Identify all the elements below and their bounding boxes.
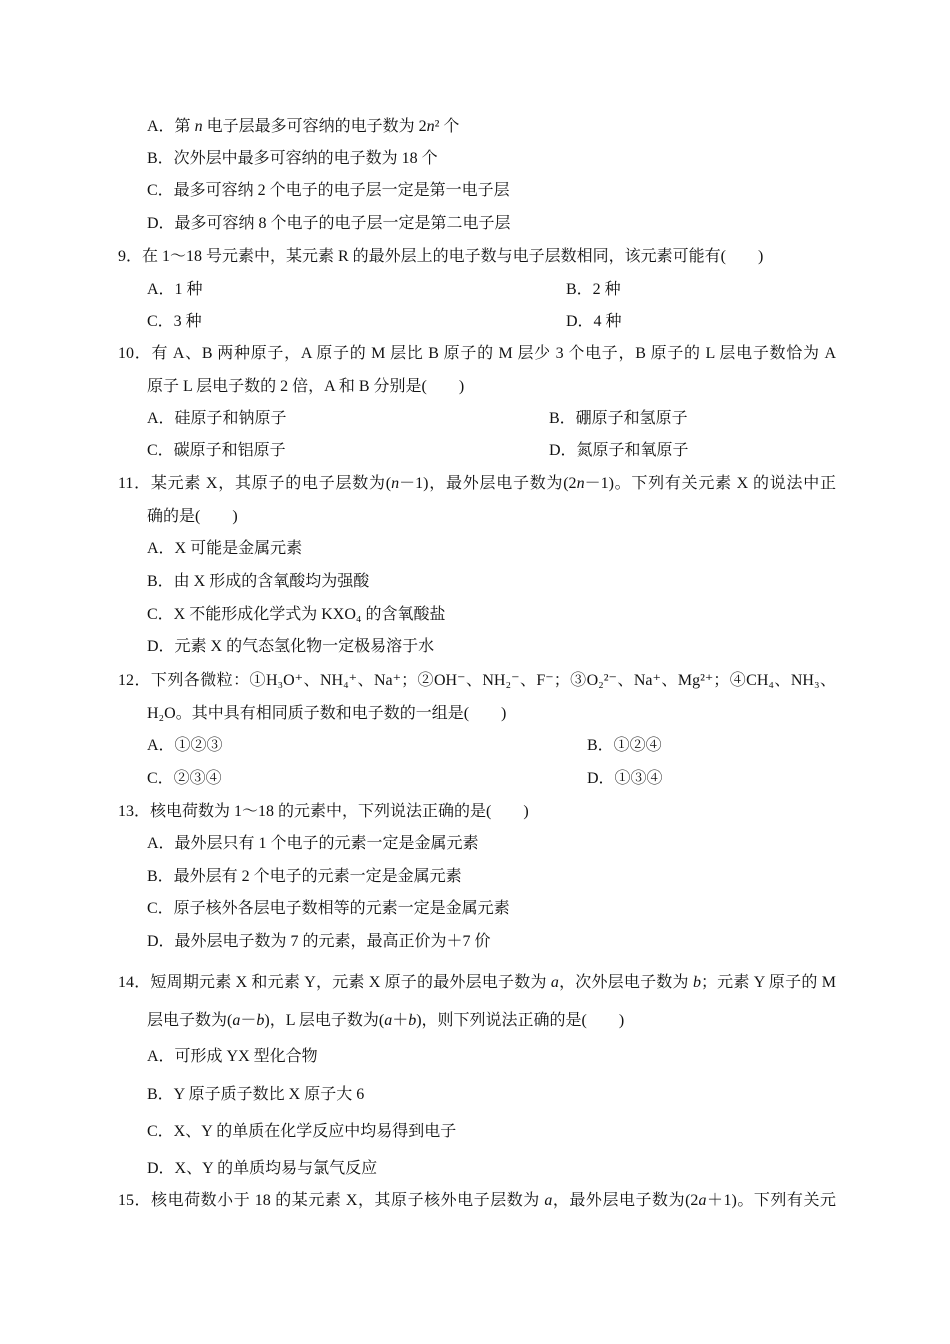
q14-option-b: B．Y 原子质子数比 X 原子大 6 [147,1086,365,1103]
variable-n: n [576,475,585,492]
variable-n: n [391,475,400,492]
variable-b: b [408,1012,417,1029]
q11-option-b: B．由 X 形成的含氧酸均为强酸 [147,573,370,590]
text-segment: －1)。下列有关元素 X 的说法中正 [584,475,836,492]
q10-option-a: A．硅原子和钠原子 [147,410,287,427]
q12-stem-line-1: 12．下列各微粒：①H₃O⁺、NH₄⁺、Na⁺；②OH⁻、NH₂⁻、F⁻；③O₂²⁻、Na⁺、Mg²⁺；④CH₄、NH₃、 [118,672,836,689]
q9-stem: 9．在 1～18 号元素中，某元素 R 的最外层上的电子数与电子层数相同，该元素可能有( ) [118,248,764,265]
q8-option-c: C．最多可容纳 2 个电子的电子层一定是第一电子层 [147,182,510,199]
text-segment: ；元素 Y 原子的 M [700,974,836,991]
q8-option-b: B．次外层中最多可容纳的电子数为 18 个 [147,150,438,167]
q14-option-d: D．X、Y 的单质均易与氯气反应 [147,1160,378,1177]
q11-option-a: A．X 可能是金属元素 [147,540,303,557]
q14-option-a: A．可形成 YX 型化合物 [147,1048,318,1065]
q13-option-b: B．最外层有 2 个电子的元素一定是金属元素 [147,868,462,885]
q13-option-c: C．原子核外各层电子数相等的元素一定是金属元素 [147,900,510,917]
q12-option-b: B．①②④ [587,737,662,754]
text-segment: ，次外层电子数为 [558,974,693,991]
q10-stem-line-1: 10．有 A、B 两种原子，A 原子的 M 层比 B 原子的 M 层少 3 个电子，B 原子的 L 层电子数恰为 A [118,345,836,362]
q13-option-d: D．最外层电子数为 7 的元素，最高正价为＋7 价 [147,933,491,950]
q12-option-a: A．①②③ [147,737,223,754]
q12-stem-line-2: H₂O。其中具有相同质子数和电子数的一组是( ) [147,705,507,722]
variable-n: n [194,118,203,135]
text-segment: 层电子数为( [147,1012,233,1029]
q10-option-c: C．碳原子和铝原子 [147,442,286,459]
variable-a: a [698,1192,707,1209]
q13-option-a: A．最外层只有 1 个电子的元素一定是金属元素 [147,835,479,852]
q13-stem: 13．核电荷数为 1～18 的元素中，下列说法正确的是( ) [118,803,529,820]
q11-stem-line-2: 确的是( ) [147,508,238,525]
q8-option-d: D．最多可容纳 8 个电子的电子层一定是第二电子层 [147,215,511,232]
q9-option-a: A．1 种 [147,281,203,298]
q14-stem-line-2 [147,1011,624,1031]
q9-option-c: C．3 种 [147,313,202,330]
text-segment: )，则下列说法正确的是( ) [416,1012,625,1029]
text-segment: )，L 层电子数为( [264,1012,385,1029]
variable-b: b [256,1012,265,1029]
variable-a: a [544,1192,553,1209]
text-segment: 电子层最多可容纳的电子数为 2 [202,118,427,135]
q11-option-c: C．X 不能形成化学式为 KXO₄ 的含氧酸盐 [147,606,446,623]
text-segment: ，最外层电子数为(2 [552,1192,699,1209]
q12-option-c: C．②③④ [147,770,222,787]
text-segment: － [240,1012,257,1029]
q10-option-b: B．硼原子和氢原子 [549,410,688,427]
text-segment: ＋ [392,1012,409,1029]
text-segment: －1)，最外层电子数为(2 [399,475,577,492]
q9-option-b: B．2 种 [566,281,621,298]
text-segment: A．第 [147,118,195,135]
q14-stem-line-1 [118,973,836,993]
text-segment: 15．核电荷数小于 18 的某元素 X，其原子核外电子层数为 [118,1192,545,1209]
text-segment: 11．某元素 X，其原子的电子层数为( [118,475,392,492]
variable-a: a [384,1012,393,1029]
q10-stem-line-2: 原子 L 层电子数的 2 倍，A 和 B 分别是( ) [147,378,465,395]
q15-stem-line-1 [118,1191,836,1211]
text-segment: ² 个 [434,118,460,135]
text-segment: 14．短周期元素 X 和元素 Y，元素 X 原子的最外层电子数为 [118,974,551,991]
text-segment: ＋1)。下列有关元 [706,1192,836,1209]
variable-a: a [550,974,559,991]
q9-option-d: D．4 种 [566,313,622,330]
variable-a: a [232,1012,241,1029]
variable-b: b [692,974,701,991]
q11-option-d: D．元素 X 的气态氢化物一定极易溶于水 [147,638,435,655]
variable-n: n [426,118,435,135]
q10-option-d: D．氮原子和氧原子 [549,442,689,459]
q14-option-c: C．X、Y 的单质在化学反应中均易得到电子 [147,1123,457,1140]
q12-option-d: D．①③④ [587,770,663,787]
q8-option-a [147,117,459,137]
q11-stem-line-1 [118,474,836,494]
